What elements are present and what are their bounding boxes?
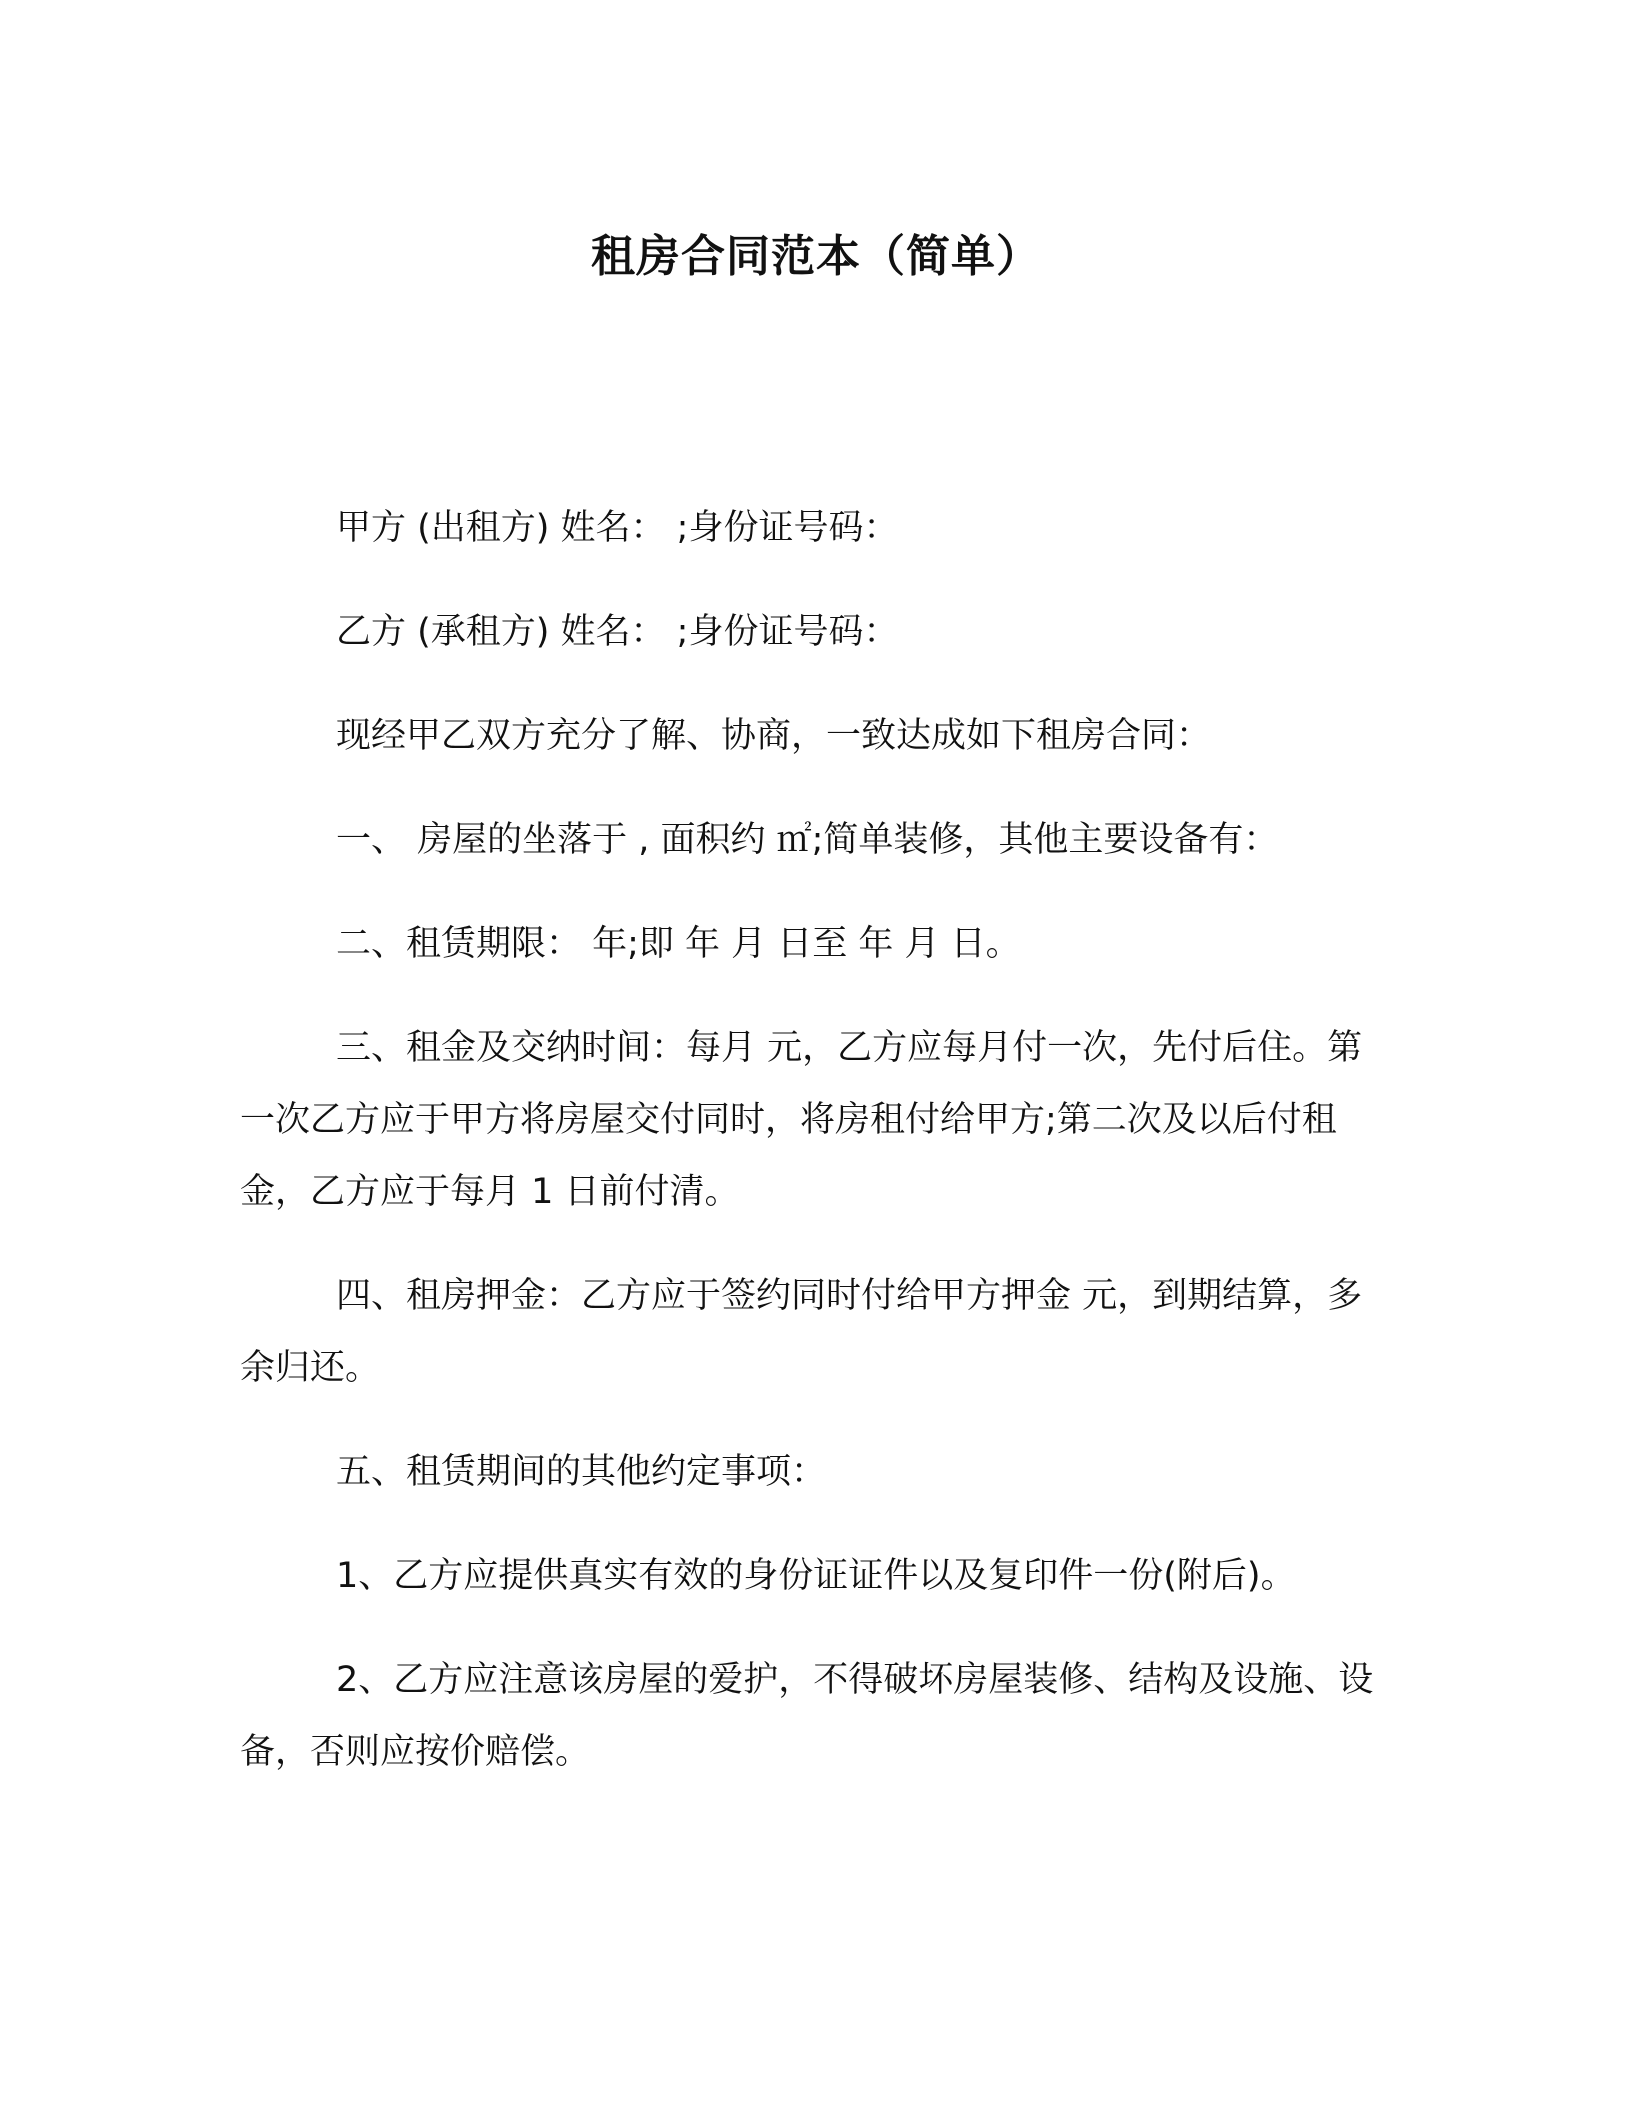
- party-a-line: 甲方 (出租方) 姓名： ;身份证号码：: [336, 508, 899, 548]
- clause-5-item-1: 1、乙方应提供真实有效的身份证证件以及复印件一份(附后)。: [336, 1556, 1296, 1596]
- clause-5-heading: 五、租赁期间的其他约定事项：: [336, 1452, 827, 1492]
- clause-3-rent: 三、租金及交纳时间：每月 元，乙方应每月付一次，先付后住。第一次乙方应于甲方将房屋交付同时，将房租付给甲方;第二次及以后付租金，乙方应于每月 1 日前付清。: [240, 1028, 1363, 1212]
- party-b-line: 乙方 (承租方) 姓名： ;身份证号码：: [336, 612, 899, 652]
- clause-1-property: 一、 房屋的坐落于 , 面积约 ㎡;简单装修，其他主要设备有：: [336, 820, 1279, 860]
- clause-4-deposit: 四、租房押金：乙方应于签约同时付给甲方押金 元，到期结算，多余归还。: [240, 1276, 1363, 1388]
- clause-5-item-2: 2、乙方应注意该房屋的爱护，不得破坏房屋装修、结构及设施、设备，否则应按价赔偿。: [240, 1660, 1374, 1772]
- document-title: 租房合同范本（简单）: [591, 231, 1041, 282]
- document-body: [240, 492, 1390, 1820]
- clause-2-term: 二、租赁期限： 年;即 年 月 日至 年 月 日。: [336, 924, 1021, 964]
- agreement-intro: 现经甲乙双方充分了解、协商，一致达成如下租房合同：: [336, 716, 1212, 756]
